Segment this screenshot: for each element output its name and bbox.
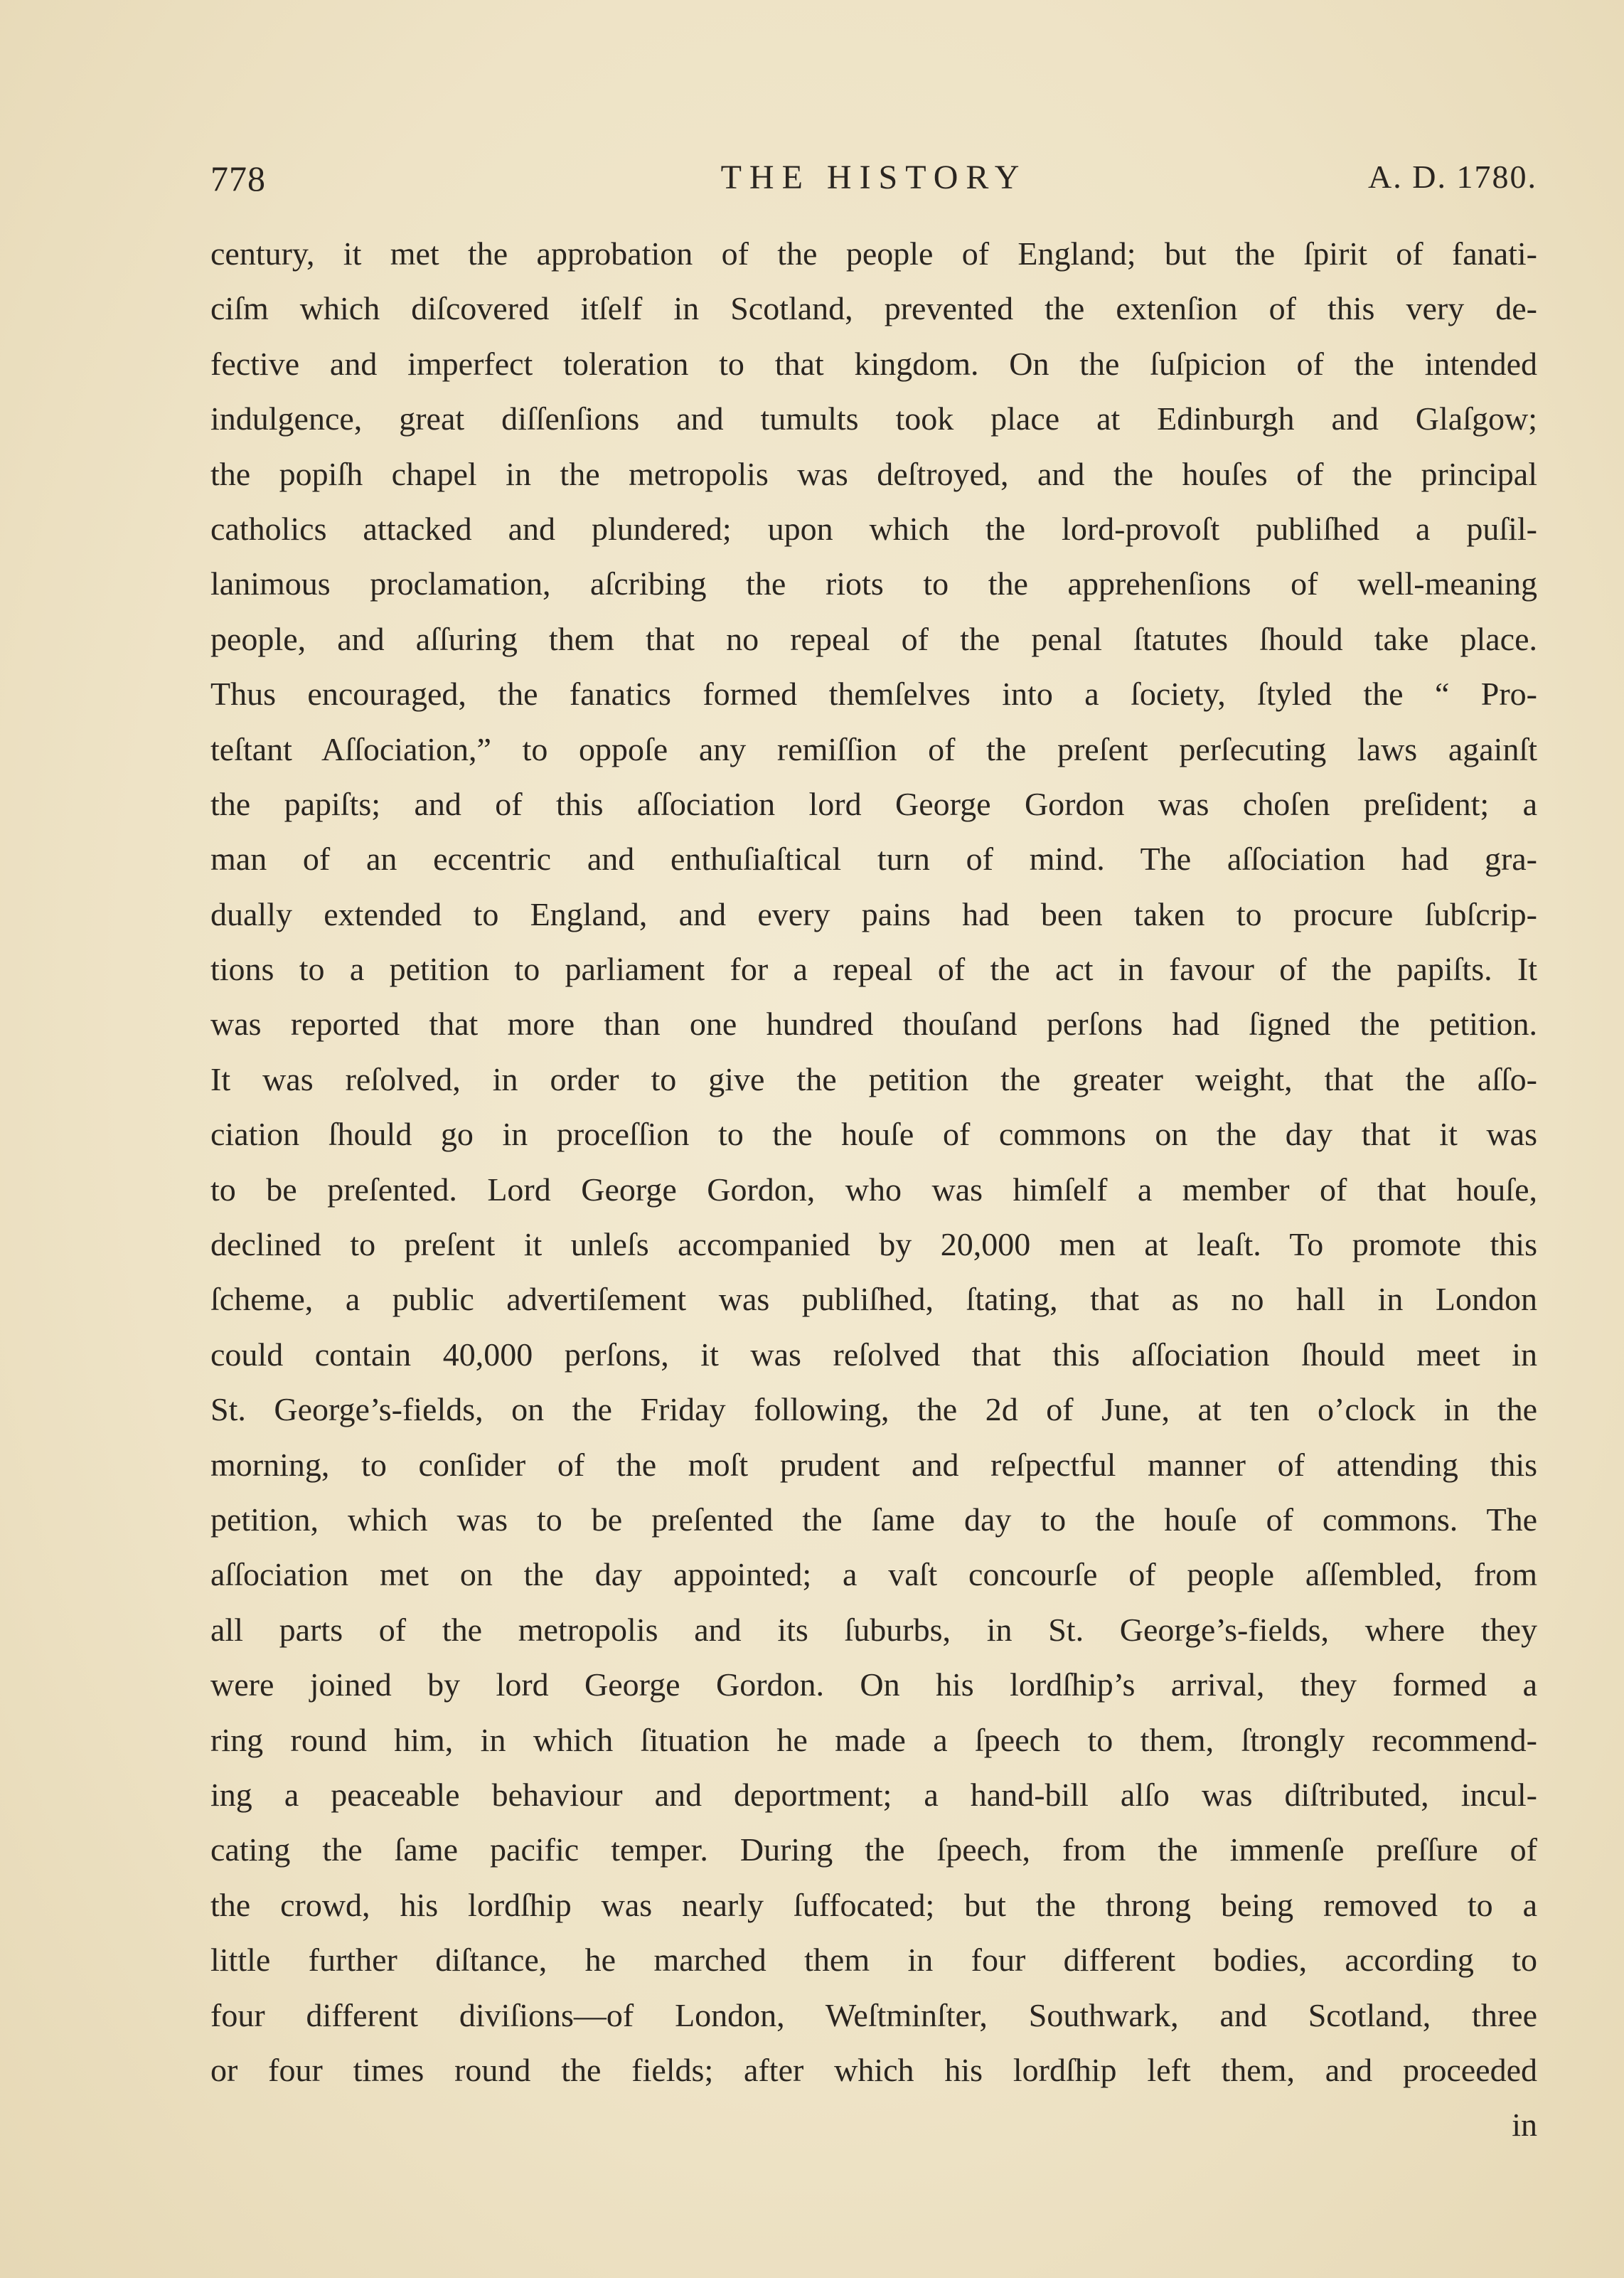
catchword: in bbox=[1512, 2107, 1537, 2144]
text-line: the papiſts; and of this aſſociation lord George Gordon was choſen preſident; a bbox=[210, 785, 1537, 822]
text-line: ring round him, in which ſituation he made a ſpeech to them, ſtrongly recommend- bbox=[210, 1721, 1537, 1758]
text-line: teſtant Aſſociation,” to oppoſe any remiſſion of the preſent perſecuting laws againſt bbox=[210, 730, 1537, 767]
text-line: indulgence, great diſſenſions and tumults took place at Edinburgh and Glaſgow; bbox=[210, 400, 1537, 437]
page-number: 778 bbox=[210, 159, 266, 198]
text-line: morning, to conſider of the moſt prudent and reſpectful manner of attending this bbox=[210, 1446, 1537, 1483]
text-line: ing a peaceable behaviour and deportment; a hand-bill alſo was diſtributed, incul- bbox=[210, 1776, 1537, 1813]
text-line: little further diſtance, he marched them in four different bodies, according to bbox=[210, 1942, 1537, 1979]
text-line: tions to a petition to parliament for a repeal of the act in favour of the papiſts. It bbox=[210, 951, 1537, 988]
page-header bbox=[210, 158, 1537, 208]
text-line: cating the ſame pacific temper. During the ſpeech, from the immenſe preſſure of bbox=[210, 1831, 1537, 1868]
text-line: aſſociation met on the day appointed; a vaſt concourſe of people aſſembled, from bbox=[210, 1556, 1537, 1593]
text-line: ciſm which diſcovered itſelf in Scotland, prevented the extenſion of this very de- bbox=[210, 290, 1537, 327]
text-line: man of an eccentric and enthuſiaſtical turn of mind. The aſſociation had gra- bbox=[210, 841, 1537, 878]
text-line: century, it met the approbation of the people of England; but the ſpirit of fanati- bbox=[210, 235, 1537, 272]
text-line: four different diviſions—of London, Weſtminſter, Southwark, and Scotland, three bbox=[210, 1996, 1537, 2033]
text-line: were joined by lord George Gordon. On his lordſhip’s arrival, they formed a bbox=[210, 1666, 1537, 1703]
text-line: declined to preſent it unleſs accompanied by 20,000 men at leaſt. To promote this bbox=[210, 1226, 1537, 1263]
body-text bbox=[210, 226, 1537, 2153]
text-line: the popiſh chapel in the metropolis was deſtroyed, and the houſes of the principal bbox=[210, 455, 1537, 492]
text-line: or four times round the fields; after which his lordſhip left them, and proceeded bbox=[210, 2051, 1537, 2088]
text-line: all parts of the metropolis and its ſuburbs, in St. George’s-fields, where they bbox=[210, 1611, 1537, 1648]
text-line: dually extended to England, and every pains had been taken to procure ſubſcrip- bbox=[210, 895, 1537, 932]
header-date: A. D. 1780. bbox=[1368, 159, 1537, 195]
text-line: could contain 40,000 perſons, it was reſolved that this aſſociation ſhould meet in bbox=[210, 1336, 1537, 1373]
text-line: It was reſolved, in order to give the petition the greater weight, that the aſſo- bbox=[210, 1060, 1537, 1097]
text-line: the crowd, his lordſhip was nearly ſuffocated; but the throng being removed to a bbox=[210, 1886, 1537, 1923]
text-line: Thus encouraged, the fanatics formed themſelves into a ſociety, ſtyled the “ Pro- bbox=[210, 676, 1537, 713]
text-line: lanimous proclamation, aſcribing the riots to the apprehenſions of well-meaning bbox=[210, 565, 1537, 602]
text-line: was reported that more than one hundred thouſand perſons had ſigned the petition. bbox=[210, 1006, 1537, 1043]
running-title: THE HISTORY bbox=[720, 159, 1027, 196]
text-line: St. George’s-fields, on the Friday following, the 2d of June, at ten o’clock in the bbox=[210, 1391, 1537, 1428]
text-line: people, and aſſuring them that no repeal of the penal ſtatutes ſhould take place. bbox=[210, 620, 1537, 657]
text-line: ciation ſhould go in proceſſion to the houſe of commons on the day that it was bbox=[210, 1116, 1537, 1153]
text-line: catholics attacked and plundered; upon which the lord-provoſt publiſhed a puſil- bbox=[210, 510, 1537, 547]
text-line: ſcheme, a public advertiſement was publiſhed, ſtating, that as no hall in London bbox=[210, 1281, 1537, 1318]
text-line: to be preſented. Lord George Gordon, who was himſelf a member of that houſe, bbox=[210, 1171, 1537, 1208]
text-line: fective and imperfect toleration to that kingdom. On the ſuſpicion of the intended bbox=[210, 345, 1537, 382]
text-line: petition, which was to be preſented the ſame day to the houſe of commons. The bbox=[210, 1501, 1537, 1538]
